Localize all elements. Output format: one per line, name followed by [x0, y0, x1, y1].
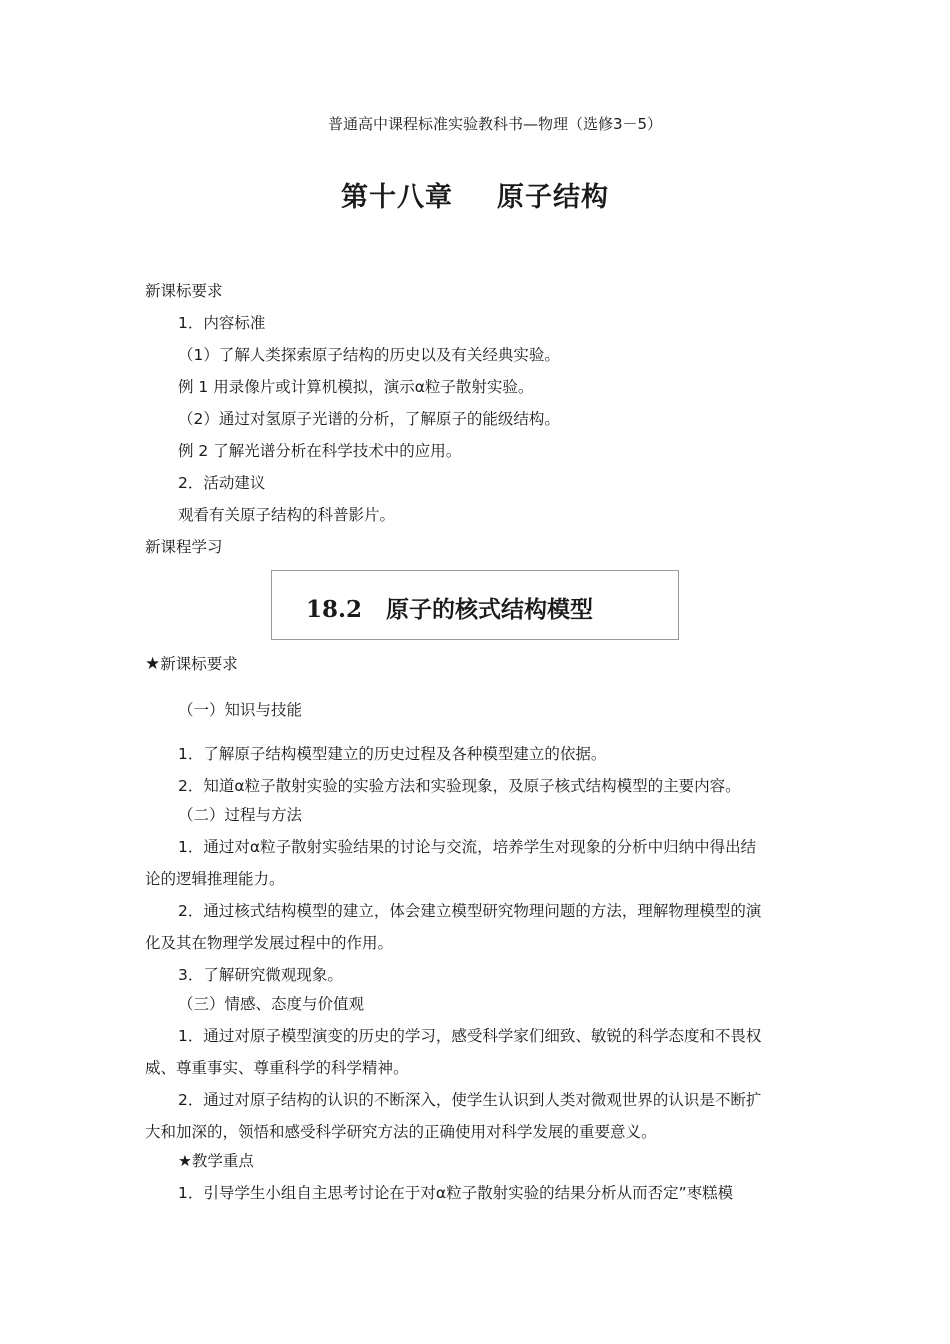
requirements-heading: 新课标要求	[145, 282, 223, 300]
process-item-3: 3．了解研究微观现象。	[178, 966, 343, 984]
section-title-box	[271, 570, 679, 640]
activity-text: 观看有关原子结构的科普影片。	[178, 506, 396, 524]
key-points-heading: ★教学重点	[178, 1152, 254, 1170]
process-item-2-line-2: 化及其在物理学发展过程中的作用。	[145, 934, 394, 952]
example-1: 例 1 用录像片或计算机模拟，演示α粒子散射实验。	[178, 378, 534, 396]
process-item-1-line-1: 1．通过对α粒子散射实验结果的讨论与交流，培养学生对现象的分析中归纳中得出结	[178, 838, 757, 856]
knowledge-item-2: 2．知道α粒子散射实验的实验方法和实验现象，及原子核式结构模型的主要内容。	[178, 777, 741, 795]
requirement-item-1: （1）了解人类探索原子结构的历史以及有关经典实验。	[178, 346, 560, 364]
process-item-2-line-1: 2．通过核式结构模型的建立，体会建立模型研究物理问题的方法，理解物理模型的演	[178, 902, 762, 920]
example-2: 例 2 了解光谱分析在科学技术中的应用。	[178, 442, 462, 460]
process-heading: （二）过程与方法	[178, 806, 303, 824]
objectives-heading	[145, 653, 238, 675]
emotion-item-2-line-1: 2．通过对原子结构的认识的不断深入，使学生认识到人类对微观世界的认识是不断扩	[178, 1091, 762, 1109]
section-number: 18.2	[306, 596, 363, 623]
emotion-item-1-line-2: 威、尊重事实、尊重科学的科学精神。	[145, 1059, 409, 1077]
knowledge-heading: （一）知识与技能	[178, 701, 303, 719]
activity-heading: 2．活动建议	[178, 474, 266, 492]
chapter-number: 第十八章	[341, 182, 453, 213]
requirement-item-2: （2）通过对氢原子光谱的分析，了解原子的能级结构。	[178, 410, 560, 428]
knowledge-item-1: 1．了解原子结构模型建立的历史过程及各种模型建立的依据。	[178, 745, 607, 763]
section-name: 原子的核式结构模型	[386, 596, 594, 623]
study-heading: 新课程学习	[145, 538, 223, 556]
content-standard: 1．内容标准	[178, 314, 266, 332]
emotion-item-2-line-2: 大和加深的，领悟和感受科学研究方法的正确使用对科学发展的重要意义。	[145, 1123, 657, 1141]
star-icon: ★	[145, 654, 161, 674]
chapter-name: 原子结构	[497, 182, 609, 213]
emotion-item-1-line-1: 1．通过对原子模型演变的历史的学习，感受科学家们细致、敏锐的科学态度和不畏权	[178, 1027, 762, 1045]
process-item-1-line-2: 论的逻辑推理能力。	[145, 870, 285, 888]
objectives-heading-text: 新课标要求	[160, 655, 238, 673]
chapter-title	[0, 175, 950, 214]
emotion-heading: （三）情感、态度与价值观	[178, 995, 365, 1013]
key-point-item-1-line-1: 1．引导学生小组自主思考讨论在于对α粒子散射实验的结果分析从而否定”枣糕模	[178, 1184, 734, 1202]
section-title	[306, 591, 593, 624]
book-title: 普通高中课程标准实验教科书—物理（选修3－5）	[327, 115, 663, 133]
